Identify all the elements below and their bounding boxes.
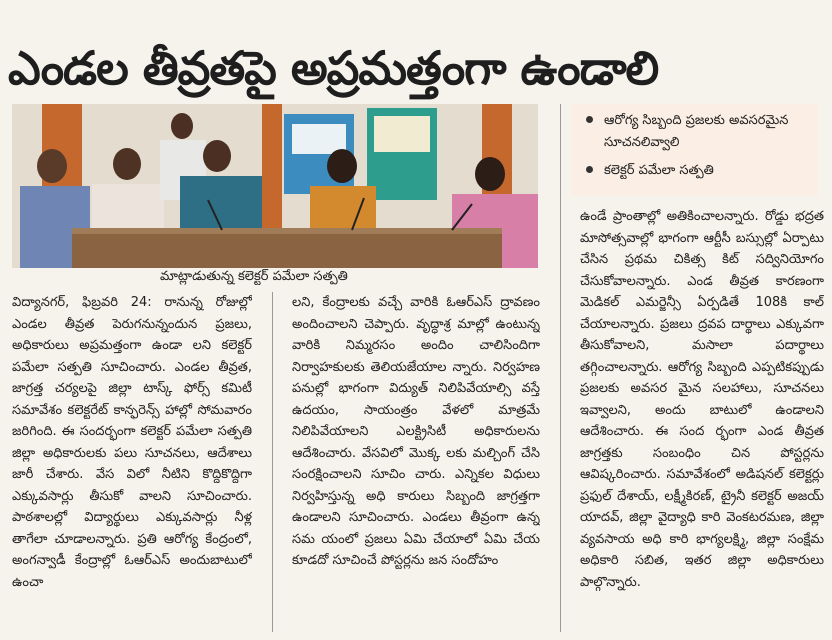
bullet-icon <box>586 116 593 123</box>
article-column-1 <box>12 292 252 638</box>
article-column-3 <box>580 206 824 638</box>
highlight-text: ఆరోగ్య సిబ్బంది ప్రజలకు అవసరమైన సూచనలివ్వాలి <box>604 113 789 150</box>
headline: ఎండల తీవ్రతపై అప్రమత్తంగా ఉండాలి <box>8 41 659 95</box>
highlight-item <box>586 110 812 154</box>
news-photo <box>12 104 538 268</box>
bullet-icon <box>586 166 593 173</box>
article-text: ఉండే ప్రాంతాల్లో అతికించాలన్నారు. రోడ్డు భద్రత మాసోత్సవాల్లో భాగంగా ఆర్టీసీ బస్సుల్లో ఏర్పాటు చేసిన ప్రథమ చికిత్స కిట్ సద్వినియోగం చేసుకోవాలన్నారు. ఎండ తీవ్రత కారణంగా మెడికల్ ఎమర్జెన్సీ ఏర్పడితే 108కి కాల్ చేయాలన్నారు. ప్రజలు ద్రవప దార్థాలు ఎక్కువగా తీసుకోవాలని, మసాలా పదార్థాలు తగ్గించాలన్నారు. ఆరోగ్య సిబ్బంది ఎప్పటికప్పుడు ప్రజలకు అవసర మైన సలహాలు, సూచనలు ఇవ్వాలని, అందు బాటులో ఉండాలని ఆదేశించారు. ఈ సంద ర్భంగా ఎండ తీవ్రత జాగ్రత్తకు సంబంధిం చిన పోస్టర్లను ఆవిష్కరించారు. సమావేశంలో అడిషనల్ కలెక్టర్లు ప్రఫుల్ దేశాయ్, లక్ష్మీకిరణ్, ట్రైనీ కలెక్టర్ అజయ్ యాదవ్, జిల్లా వైద్యాధి కారి వెంకటరమణ, జిల్లా వ్యవసాయ అధి కారి భాగ్యలక్ష్మి, జిల్లా సంక్షేమ అధికారి సబిత, ఇతర జిల్లా అధికారులు పాల్గొన్నారు. <box>580 209 824 590</box>
article-column-2 <box>292 292 540 638</box>
highlights-box <box>572 104 818 196</box>
photo-caption: మాట్లాడుతున్న కలెక్టర్ పమేలా సత్పతి <box>160 269 348 284</box>
article-text: విద్యానగర్, ఫిబ్రవరి 24: రానున్న రోజుల్లో ఎండల తీవ్రత పెరుగనున్నందున ప్రజలు, అధికారులు అప్రమత్తంగా ఉండా లని కలెక్టర్ పమేలా సత్పతి సూచించారు. ఎండల తీవ్రత, జాగ్రత్త చర్యలపై జిల్లా టాస్క్ ఫోర్స్ కమిటీ సమావేశం కలెక్టరేట్ కాన్ఫరెన్స్ హాల్లో సోమవారం జరిగింది. ఈ సందర్భంగా కలెక్టర్ పమేలా సత్పతి జిల్లా అధికారులకు పలు సూచనలు, ఆదేశాలు జారీ చేశారు. వేస విలో నీటిని కొద్దికొద్దిగా ఎక్కువసార్లు తీసుకో వాలని సూచించారు. పాఠశాలల్లో విద్యార్థులు ఎక్కువసార్లు నీళ్ల తాగేలా చూడాలన్నారు. ప్రతి ఆరోగ్య కేంద్రంలో, అంగన్వాడీ కేంద్రాల్లో ఓఆర్ఎస్ అందుబాటులో ఉంచా <box>12 295 252 590</box>
highlight-item <box>586 160 812 182</box>
column-divider <box>560 104 561 632</box>
highlight-text: కలెక్టర్ పమేలా సత్పతి <box>604 163 714 178</box>
column-divider <box>272 292 273 632</box>
article-text: లని, కేంద్రాలకు వచ్చే వారికి ఓఆర్ఎస్ ద్రావణం అందించాలని చెప్పారు. వృద్ధాశ్ర మాల్లో ఉంటున్న వారికి నిమ్మరసం అందిం చాలిసిందిగా నిర్వాహకులకు తెలియజేయాల న్నారు. నిర్వహణ పనుల్లో భాగంగా విద్యుత్ నిలిపివేయాల్సి వస్తే ఉదయం, సాయంత్రం వేళలో మాత్రమే నిలిపివేయాలని ఎలక్ట్రిసిటీ అధికారులను ఆదేశించారు. వేసవిలో మొక్క లకు మల్చింగ్ చేసి సంరక్షించాలని సూచిం చారు. ఎన్నికల విధులు నిర్వహిస్తున్న అధి కారులు సిబ్బంది జాగ్రత్తగా ఉండాలని సూచించారు. ఎండలు తీవ్రంగా ఉన్న సమ యంలో ప్రజలు ఏమి చేయాలో ఏమి చేయ కూడదో సూచించే పోస్టర్లను జన సందోహం <box>292 295 540 568</box>
